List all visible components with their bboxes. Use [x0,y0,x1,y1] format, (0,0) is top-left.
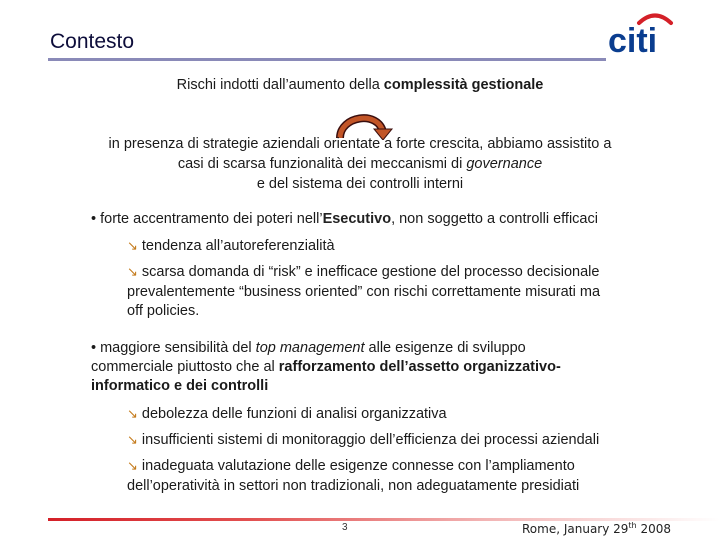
sub-item-self-reference: ↘ tendenza all’autoreferenzialità [127,238,335,254]
sub-item-risk-demand: ↘ scarsa domanda di “risk” e inefficace gestione del processo decisionale prevalentemente “business oriented” con rischi correttamente misurati ma off policies. [127,264,601,319]
arrow-down-right-icon: ↘ [127,406,138,421]
arrow-down-right-icon: ↘ [127,432,138,447]
sub-item-weak-analysis: ↘ debolezza delle funzioni di analisi organizzativa [127,406,447,422]
arrow-down-right-icon: ↘ [127,264,138,279]
slide-subtitle: Rischi indotti dall’aumento della complessità gestionale [176,77,544,93]
title-rule [48,58,606,61]
arrow-down-right-icon: ↘ [127,238,138,253]
sub-item-inadequate-evaluation: ↘ inadeguata valutazione delle esigenze connesse con l’ampliamento dell’operatività in settori non tradizionali, non adeguatamente presidiati [127,458,580,494]
sub-item-monitoring: ↘ insufficienti sistemi di monitoraggio dell’efficienza dei processi aziendali [127,432,600,448]
citi-logo [606,10,676,56]
arrow-down-right-icon: ↘ [127,458,138,473]
bullet-top-management: • maggiore sensibilità del top management alle esigenze di sviluppo commerciale piuttosto che al rafforzamento dell’assetto organizzativo- informatico e dei controlli [91,340,561,394]
intro-paragraph: in presenza di strategie aziendali orientate a forte crescita, abbiamo assistito a casi di scarsa funzionalità dei meccanismi di governance e del sistema dei controlli interni [108,136,612,192]
page-number: 3 [342,522,348,533]
bullet-executive: • forte accentramento dei poteri nell’Esecutivo, non soggetto a controlli efficaci [91,211,598,227]
svg-text:citi: citi [608,22,658,56]
footer-date: Rome, January 29th 2008 [522,521,671,536]
slide-title: Contesto [50,30,135,53]
